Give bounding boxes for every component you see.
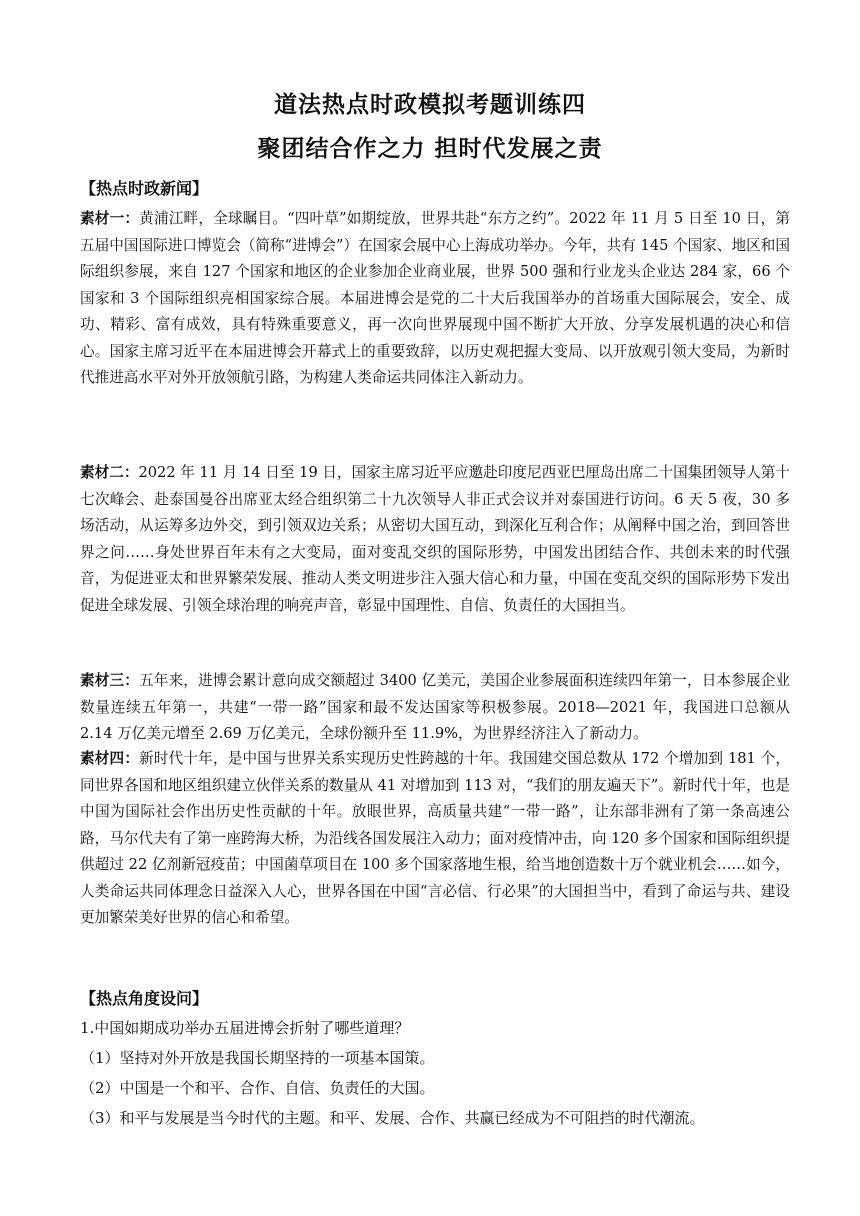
- material-4: [80, 746, 790, 932]
- material-label: 素材三：: [80, 672, 139, 689]
- material-text: 黄浦江畔，全球瞩目。“四叶草”如期绽放，世界共赴“东方之约”。2022 年 11 月 5 日至 10 日，第五届中国国际进口博览会（简称“进博会”）在国家会展中心上海成功举办。今年，共有 145 个国家、地区和国际组织参展，来自 127 个国家和地区的企业参加企业商业展，世界 500 强和行业龙头企业达 284 家，66 个国家和 3 个国际组织亮相国家综合展。本届进博会是党的二十大后我国举办的首场重大国际展会，安全、成功、精彩、富有成效，具有特殊重要意义，再一次向世界展现中国不断扩大开放、分享发展机遇的决心和信心。国家主席习近平在本届进博会开幕式上的重要致辞，以历史观把握大变局、以开放观引领大变局，为新时代推进高水平对外开放领航引路，为构建人类命运共同体注入新动力。: [80, 210, 790, 386]
- answer-3: （3）和平与发展是当今时代的主题。和平、发展、合作、共赢已经成为不可阻挡的时代潮流。: [80, 1109, 705, 1127]
- material-label: 素材一：: [80, 210, 140, 227]
- material-label: 素材二：: [80, 464, 139, 481]
- document-title: 道法热点时政模拟考题训练四: [274, 92, 586, 118]
- material-3: [80, 668, 790, 748]
- material-2: [80, 460, 790, 619]
- material-text: 新时代十年，是中国与世界关系实现历史性跨越的十年。我国建交国总数从 172 个增加到 181 个，同世界各国和地区组织建立伙伴关系的数量从 41 对增加到 113 对，“我们的朋友遍天下”。新时代十年，也是中国为国际社会作出历史性贡献的十年。放眼世界，高质量共建“一带一路”，让东部非洲有了第一条高速公路，马尔代夫有了第一座跨海大桥，为沿线各国发展注入动力；面对疫情冲击，向 120 多个国家和国际组织提供超过 22 亿剂新冠疫苗；中国菌草项目在 100 多个国家落地生根，给当地创造数十万个就业机会……如今，人类命运共同体理念日益深入人心，世界各国在中国“言必信、行必果”的大国担当中，看到了命运与共、建设更加繁荣美好世界的信心和希望。: [80, 750, 790, 926]
- material-text: 五年来，进博会累计意向成交额超过 3400 亿美元，美国企业参展面积连续四年第一，日本参展企业数量连续五年第一，共建“一带一路”国家和最不发达国家等积极参展。2018—2021 年，我国进口总额从 2.14 万亿美元增至 2.69 万亿美元，全球份额升至 11.9%，为世界经济注入了新动力。: [80, 672, 790, 742]
- material-label: 素材四：: [80, 750, 140, 767]
- answer-2: （2）中国是一个和平、合作、自信、负责任的大国。: [80, 1079, 435, 1097]
- document-subtitle: 聚团结合作之力 担时代发展之责: [257, 136, 603, 162]
- material-1: [80, 206, 790, 392]
- section-heading-news: 【热点时政新闻】: [80, 179, 209, 198]
- answer-1: （1）坚持对外开放是我国长期坚持的一项基本国策。: [80, 1049, 435, 1067]
- section-heading-questions: 【热点角度设问】: [80, 989, 209, 1008]
- question-1: 1.中国如期成功举办五届进博会折射了哪些道理？: [80, 1019, 410, 1037]
- material-text: 2022 年 11 月 14 日至 19 日，国家主席习近平应邀赴印度尼西亚巴厘岛出席二十国集团领导人第十七次峰会、赴泰国曼谷出席亚太经合组织第二十九次领导人非正式会议并对泰国进行访问。6 天 5 夜，30 多场活动，从运筹多边外交，到引领双边关系；从密切大国互动，到深化互利合作；从阐释中国之治，到回答世界之问……身处世界百年未有之大变局，面对变乱交织的国际形势，中国发出团结合作、共创未来的时代强音，为促进亚太和世界繁荣发展、推动人类文明进步注入强大信心和力量，中国在变乱交织的国际形势下发出促进全球发展、引领全球治理的响亮声音，彰显中国理性、自信、负责任的大国担当。: [80, 464, 790, 614]
